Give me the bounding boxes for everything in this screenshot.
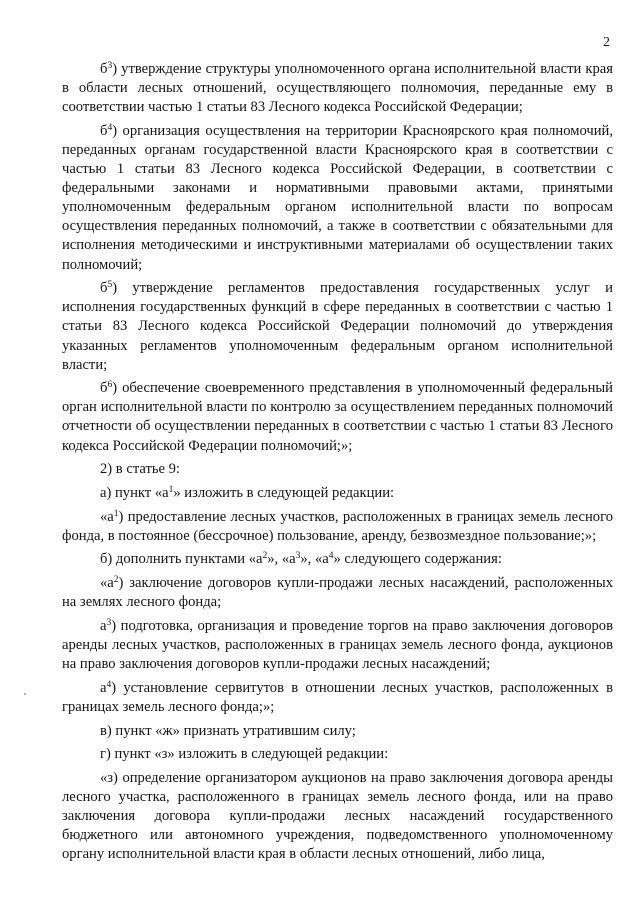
paragraph-a2: «$а^2$) заключение договоров купли-продажи лесных насаждений, расположенных на землях лесного фонда; (62, 575, 613, 611)
page-number: 2 (603, 35, 610, 50)
margin-mark (24, 693, 26, 695)
paragraph-b4: $б^4$) организация осуществления на территории Красноярского края полномочий, переданных органам государственной власти Красноярского края в соответствии с частью 1 статьи 83 Лесного кодекса Российской Федерации, в соответствии с федеральными законами и нормативными правовыми актами, принятыми уполномоченным федеральным органом исполнительной власти по вопросам осуществления переданных полномочий, а также в соответствии с обязательными для исполнения методическими и инструктивными материалами об осуществлении таких полномочий; (62, 122, 613, 273)
paragraph-item-2: 2) в статье 9: (100, 461, 180, 478)
paragraph-item-2v: в) пункт «ж» признать утратившим силу; (100, 722, 356, 739)
paragraph-item-2g: г) пункт «з» изложить в следующей редакции: (100, 746, 389, 763)
paragraph-b6: $б^6$) обеспечение своевременного представления в уполномоченный федеральный орган исполнительной власти по контролю за осуществлением переданных полномочий отчетности об осуществлении переданных в соответствии с частью 1 статьи 83 Лесного кодекса Российской Федерации полномочий;»; (62, 380, 613, 454)
paragraph-item-2b: б) дополнить пунктами «$а^2$», «$а^3$», «$а^4$» следующего содержания: (100, 551, 502, 568)
paragraph-z: «з) определение организатором аукционов на право заключения договора аренды лесного участка, расположенного в границах земель лесного фонда, или на право заключения договора купли-продажи лесных насаждений государственного бюджетного или автономного учреждения, подведомственного уполномоченному органу исполнительной власти края в области лесных отношений, либо лица, (62, 769, 613, 863)
document-body (62, 60, 613, 869)
paragraph-b3: $б^3$) утверждение структуры уполномоченного органа исполнительной власти края в области лесных отношений, осуществляющего полномочия, переданные ему в соответствии частью 1 статьи 83 Лесного кодекса Российской Федерации; (62, 61, 613, 116)
paragraph-a3: $а^3$) подготовка, организация и проведение торгов на право заключения договоров аренды лесных участков, расположенных в границах земель лесного фонда, аукционов на право заключения договоров купли-продажи лесных насаждений; (62, 617, 613, 673)
paragraph-a4: $а^4$) установление сервитутов в отношении лесных участков, расположенных в границах земель лесного фонда;»; (62, 679, 613, 715)
paragraph-item-2a: а) пункт «$а^1$» изложить в следующей редакции: (100, 484, 395, 501)
paragraph-a1: «$а^1$) предоставление лесных участков, расположенных в границах земель лесного фонда, в постоянное (бессрочное) пользование, аренду, безвозмездное пользование;»; (62, 508, 613, 544)
paragraph-b5: $б^5$) утверждение регламентов предоставления государственных услуг и исполнения государственных функций в сфере переданных в соответствии с частью 1 статьи 83 Лесного кодекса Российской Федерации полномочий до утверждения указанных регламентов уполномоченным федеральным органом исполнительной власти; (62, 280, 613, 373)
